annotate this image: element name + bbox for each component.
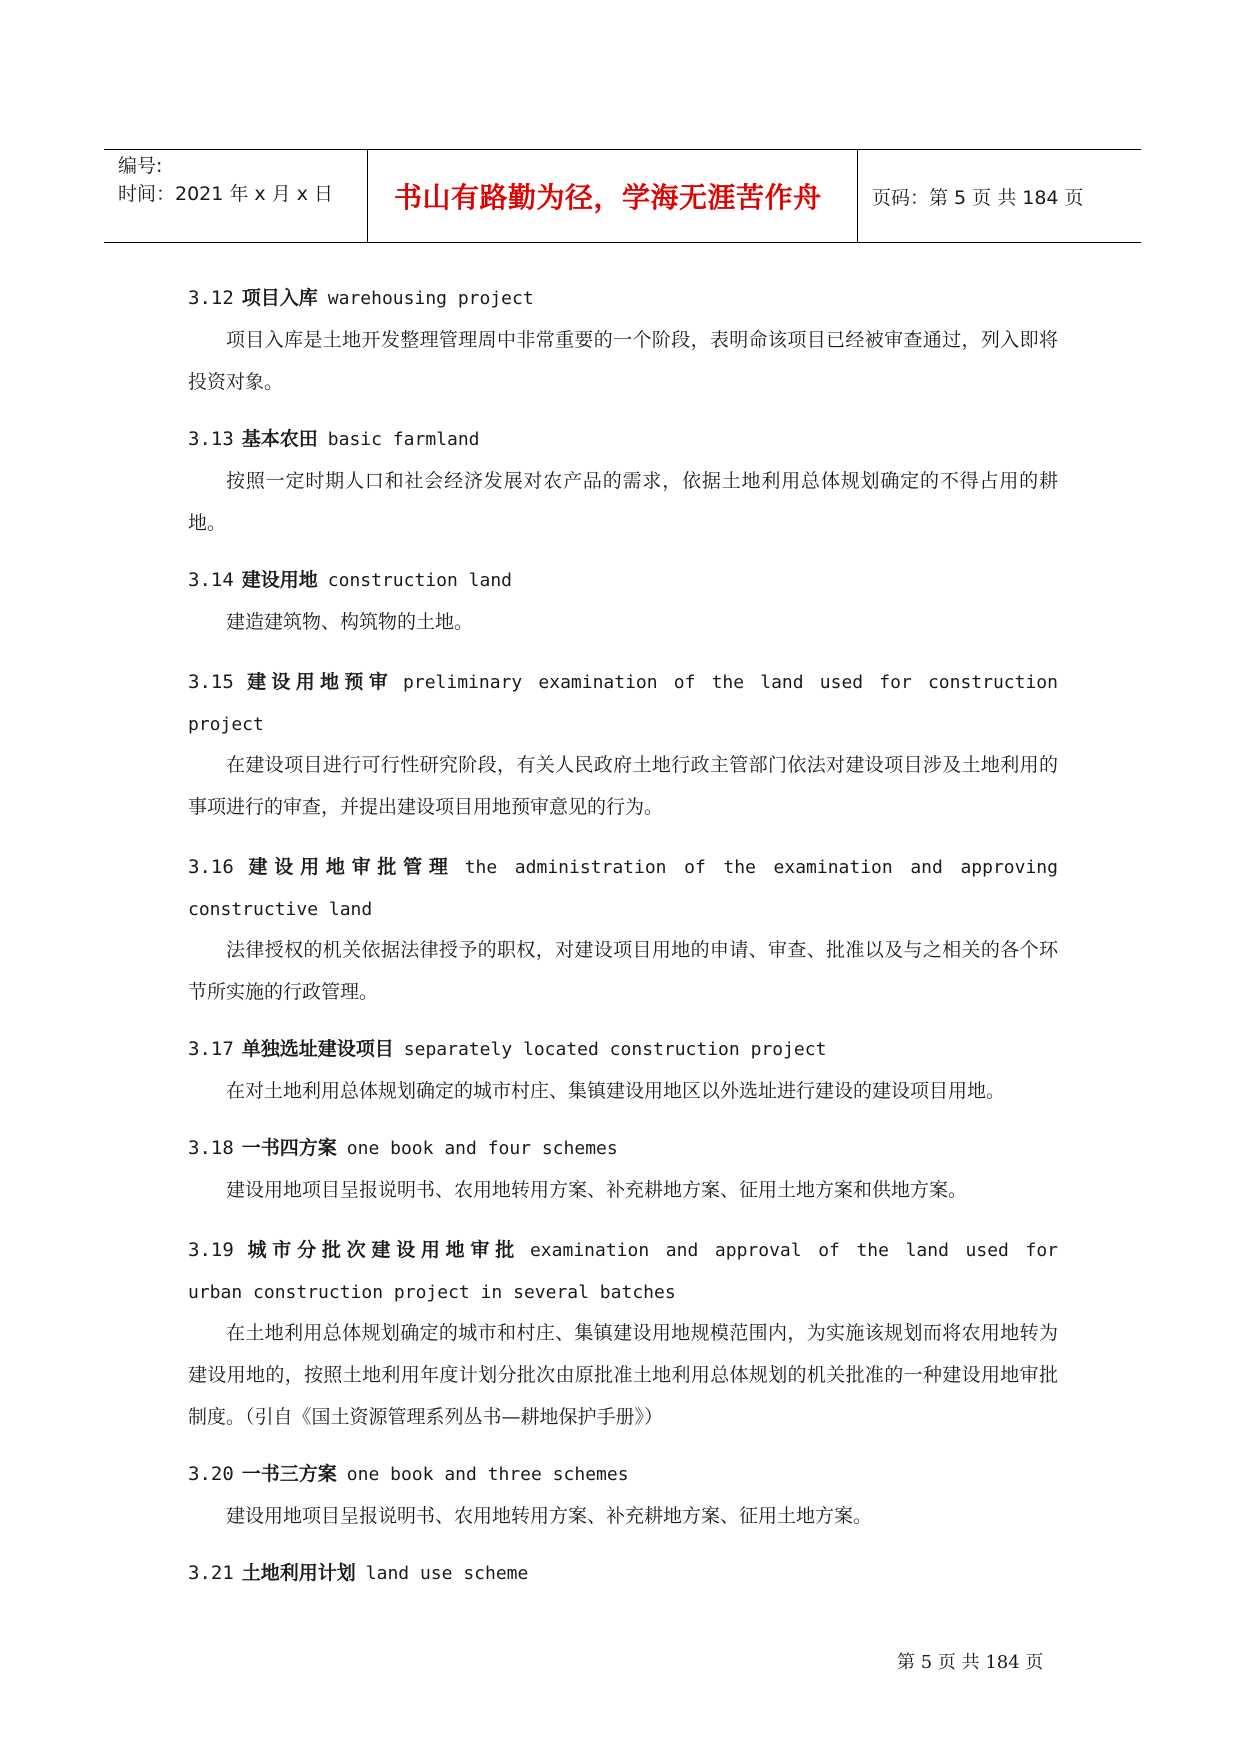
term-english-continued: urban construction project in several batches [188,1282,676,1303]
page-footer: 第 5 页 共 184 页 [897,1652,1044,1673]
term-english-continued: constructive land [188,899,373,920]
number-label: 编号: [118,155,163,177]
term-chinese: 项目入库 [241,287,318,309]
header-table [104,149,1141,243]
term-definition: 项目入库是土地开发整理管理周中非常重要的一个阶段，表明命该项目已经被审查通过，列入即将投资对象。 [188,329,1058,393]
term-chinese: 基本农田 [241,428,318,450]
term-definition: 在土地利用总体规划确定的城市和村庄、集镇建设用地规模范围内，为实施该规划而将农用地转为建设用地的，按照土地利用年度计划分批次由原批准土地利用总体规划的机关批准的一种建设用地审批制度。（引自《国土资源管理系列丛书—耕地保护手册》） [188,1322,1058,1428]
term-definition: 法律授权的机关依据法律授予的职权，对建设项目用地的申请、审查、批准以及与之相关的各个环节所实施的行政管理。 [188,939,1058,1003]
term-heading [188,419,1058,460]
term-chinese: 一书四方案 [241,1137,337,1159]
term-chinese: 建设用地预审 [241,671,394,693]
term-english: one book and four schemes [346,1138,618,1159]
term-chinese: 单独选址建设项目 [241,1038,394,1060]
term-section [188,1553,1058,1594]
term-section [188,1029,1058,1112]
term-definition: 建设用地项目呈报说明书、农用地转用方案、补充耕地方案、征用土地方案。 [226,1505,873,1527]
term-number: 3.21 [188,1562,234,1584]
term-number: 3.19 [188,1239,234,1261]
term-chinese: 建设用地审批管理 [241,856,455,878]
term-chinese: 一书三方案 [241,1463,337,1485]
term-definition: 按照一定时期人口和社会经济发展对农产品的需求，依据土地利用总体规划确定的不得占用的耕地。 [188,470,1058,534]
term-section [188,278,1058,403]
term-heading [188,659,1058,706]
term-heading [188,560,1058,601]
time-label: 时间：2021 年 x 月 x 日 [118,183,334,205]
term-number: 3.20 [188,1463,234,1485]
term-english: basic farmland [327,429,480,450]
term-definition: 在对土地利用总体规划确定的城市村庄、集镇建设用地区以外选址进行建设的建设项目用地。 [226,1080,1006,1102]
term-section [188,1227,1058,1438]
term-heading [188,1553,1058,1594]
term-heading [188,278,1058,319]
term-heading [188,1128,1058,1169]
term-number: 3.17 [188,1038,234,1060]
term-definition: 建造建筑物、构筑物的土地。 [226,611,474,633]
term-heading [188,1029,1058,1070]
term-chinese: 建设用地 [241,569,318,591]
term-chinese: 城市分批次建设用地审批 [241,1239,520,1261]
term-section [188,1454,1058,1537]
term-definition: 建设用地项目呈报说明书、农用地转用方案、补充耕地方案、征用土地方案和供地方案。 [226,1179,968,1201]
term-heading [188,844,1058,891]
header-meta [104,150,368,242]
term-number: 3.13 [188,428,234,450]
page-info: 页码：第 5 页 共 184 页 [872,186,1084,209]
term-english: warehousing project [327,288,534,309]
term-heading [188,1454,1058,1495]
term-number: 3.15 [188,671,234,693]
term-english: examination and approval of the land used for [529,1240,1058,1261]
term-english: preliminary examination of the land used for construction [403,672,1058,693]
term-english: the administration of the examination and approving [464,857,1058,878]
term-heading [188,1227,1058,1274]
term-number: 3.18 [188,1137,234,1159]
term-english-continued: project [188,714,264,735]
term-english: construction land [327,570,513,591]
term-english: one book and three schemes [346,1464,629,1485]
term-section [188,659,1058,828]
term-section [188,1128,1058,1211]
term-section [188,560,1058,643]
term-chinese: 土地利用计划 [241,1562,356,1584]
term-english: separately located construction project [403,1039,827,1060]
term-number: 3.12 [188,287,234,309]
term-definition: 在建设项目进行可行性研究阶段，有关人民政府土地行政主管部门依法对建设项目涉及土地利用的事项进行的审查，并提出建设项目用地预审意见的行为。 [188,754,1058,818]
term-number: 3.16 [188,856,234,878]
term-number: 3.14 [188,569,234,591]
document-body [188,278,1058,1610]
term-section [188,419,1058,544]
motto: 书山有路勤为径，学海无涯苦作舟 [368,150,858,242]
term-english: land use scheme [365,1563,529,1584]
term-section [188,844,1058,1013]
